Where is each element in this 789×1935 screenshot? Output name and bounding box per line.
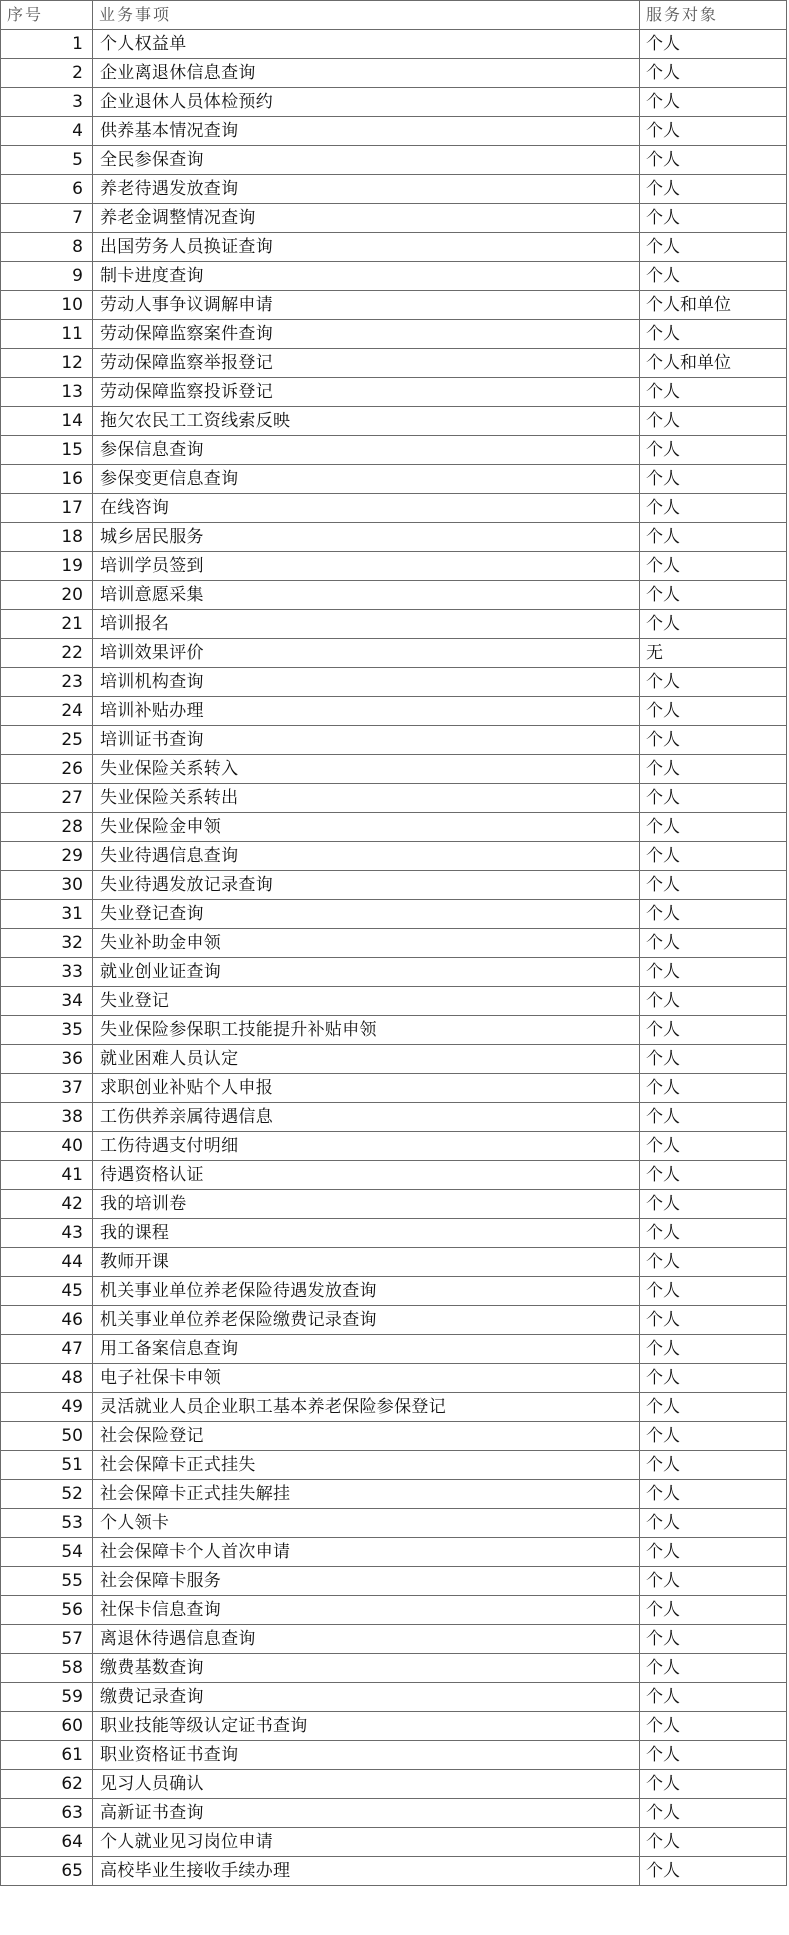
service-target-cell: 个人和单位 [640,349,787,378]
business-item-cell: 养老待遇发放查询 [93,175,640,204]
service-target-cell: 个人 [640,1393,787,1422]
serial-number-cell: 38 [1,1103,93,1132]
business-item-cell: 企业退休人员体检预约 [93,88,640,117]
table-row [1,755,787,784]
table-row [1,494,787,523]
table-header [1,1,787,30]
service-target-cell: 个人 [640,1828,787,1857]
business-item-cell: 工伤供养亲属待遇信息 [93,1103,640,1132]
service-target-cell: 个人 [640,1596,787,1625]
table-row [1,1509,787,1538]
serial-number-cell: 13 [1,378,93,407]
service-target-cell: 个人 [640,88,787,117]
serial-number-cell: 48 [1,1364,93,1393]
serial-number-cell: 40 [1,1132,93,1161]
service-target-cell: 个人 [640,1857,787,1886]
table-row [1,465,787,494]
business-item-cell: 城乡居民服务 [93,523,640,552]
serial-number-cell: 36 [1,1045,93,1074]
table-row [1,1190,787,1219]
service-target-cell: 个人 [640,1161,787,1190]
serial-number-cell: 18 [1,523,93,552]
business-item-cell: 供养基本情况查询 [93,117,640,146]
table-row [1,523,787,552]
table-row [1,958,787,987]
business-item-cell: 高新证书查询 [93,1799,640,1828]
service-target-cell: 个人 [640,987,787,1016]
service-target-cell: 个人 [640,1277,787,1306]
business-item-cell: 社会保障卡正式挂失 [93,1451,640,1480]
business-item-cell: 就业困难人员认定 [93,1045,640,1074]
table-row [1,233,787,262]
business-item-cell: 培训效果评价 [93,639,640,668]
serial-number-cell: 65 [1,1857,93,1886]
business-item-cell: 失业登记查询 [93,900,640,929]
table-row [1,146,787,175]
serial-number-cell: 49 [1,1393,93,1422]
service-target-cell: 个人 [640,175,787,204]
table-row [1,1857,787,1886]
business-item-cell: 失业待遇发放记录查询 [93,871,640,900]
table-row [1,175,787,204]
service-target-cell: 个人 [640,117,787,146]
service-target-cell: 个人 [640,1770,787,1799]
business-item-cell: 企业离退休信息查询 [93,59,640,88]
table-row [1,1074,787,1103]
business-item-cell: 出国劳务人员换证查询 [93,233,640,262]
serial-number-cell: 26 [1,755,93,784]
serial-number-cell: 7 [1,204,93,233]
business-item-cell: 社保卡信息查询 [93,1596,640,1625]
table-row [1,1712,787,1741]
business-item-cell: 灵活就业人员企业职工基本养老保险参保登记 [93,1393,640,1422]
business-item-cell: 养老金调整情况查询 [93,204,640,233]
service-target-cell: 个人 [640,1480,787,1509]
serial-number-cell: 64 [1,1828,93,1857]
header-service-target: 服务对象 [640,1,787,30]
serial-number-cell: 44 [1,1248,93,1277]
table-row [1,1799,787,1828]
service-target-cell: 个人 [640,523,787,552]
table-row [1,1393,787,1422]
service-target-cell: 个人 [640,1422,787,1451]
business-item-cell: 职业资格证书查询 [93,1741,640,1770]
serial-number-cell: 20 [1,581,93,610]
business-item-cell: 离退休待遇信息查询 [93,1625,640,1654]
service-target-cell: 个人 [640,1683,787,1712]
table-row [1,1161,787,1190]
business-item-cell: 见习人员确认 [93,1770,640,1799]
service-target-cell: 个人 [640,552,787,581]
table-row [1,1045,787,1074]
table-row [1,1219,787,1248]
business-item-cell: 个人就业见习岗位申请 [93,1828,640,1857]
business-item-cell: 培训意愿采集 [93,581,640,610]
service-target-cell: 个人 [640,30,787,59]
business-item-cell: 参保信息查询 [93,436,640,465]
serial-number-cell: 60 [1,1712,93,1741]
service-target-cell: 个人 [640,958,787,987]
table-row [1,1596,787,1625]
business-item-cell: 教师开课 [93,1248,640,1277]
service-target-cell: 个人 [640,378,787,407]
table-row [1,1451,787,1480]
business-item-cell: 机关事业单位养老保险待遇发放查询 [93,1277,640,1306]
service-target-cell: 个人 [640,1509,787,1538]
service-target-cell: 个人 [640,494,787,523]
table-row [1,59,787,88]
serial-number-cell: 30 [1,871,93,900]
serial-number-cell: 2 [1,59,93,88]
service-target-cell: 个人 [640,1712,787,1741]
serial-number-cell: 51 [1,1451,93,1480]
business-item-cell: 电子社保卡申领 [93,1364,640,1393]
business-item-cell: 职业技能等级认定证书查询 [93,1712,640,1741]
business-item-cell: 劳动人事争议调解申请 [93,291,640,320]
business-item-cell: 制卡进度查询 [93,262,640,291]
table-row [1,581,787,610]
table-row [1,1306,787,1335]
service-target-cell: 个人 [640,320,787,349]
serial-number-cell: 24 [1,697,93,726]
serial-number-cell: 46 [1,1306,93,1335]
service-target-cell: 个人 [640,784,787,813]
service-target-cell: 个人 [640,1654,787,1683]
business-item-cell: 劳动保障监察投诉登记 [93,378,640,407]
table-row [1,929,787,958]
serial-number-cell: 16 [1,465,93,494]
table-row [1,1538,787,1567]
business-item-cell: 培训机构查询 [93,668,640,697]
serial-number-cell: 17 [1,494,93,523]
business-item-cell: 失业保险关系转入 [93,755,640,784]
service-target-cell: 个人 [640,1103,787,1132]
serial-number-cell: 45 [1,1277,93,1306]
table-row [1,1335,787,1364]
table-row [1,1277,787,1306]
table-row [1,697,787,726]
business-item-cell: 机关事业单位养老保险缴费记录查询 [93,1306,640,1335]
service-target-cell: 个人 [640,1219,787,1248]
business-item-cell: 培训学员签到 [93,552,640,581]
header-row [1,1,787,30]
serial-number-cell: 59 [1,1683,93,1712]
service-target-cell: 个人 [640,1538,787,1567]
table-row [1,1248,787,1277]
service-target-cell: 个人 [640,929,787,958]
business-item-cell: 个人领卡 [93,1509,640,1538]
serial-number-cell: 29 [1,842,93,871]
serial-number-cell: 14 [1,407,93,436]
table-row [1,639,787,668]
service-target-cell: 个人 [640,1132,787,1161]
table-row [1,1422,787,1451]
serial-number-cell: 50 [1,1422,93,1451]
service-target-cell: 个人 [640,436,787,465]
serial-number-cell: 53 [1,1509,93,1538]
table-row [1,291,787,320]
table-row [1,320,787,349]
service-target-cell: 个人 [640,581,787,610]
table-row [1,1016,787,1045]
business-item-cell: 失业保险关系转出 [93,784,640,813]
business-item-cell: 工伤待遇支付明细 [93,1132,640,1161]
serial-number-cell: 3 [1,88,93,117]
service-target-cell: 个人 [640,59,787,88]
business-item-cell: 劳动保障监察案件查询 [93,320,640,349]
service-target-cell: 个人 [640,1045,787,1074]
service-target-cell: 个人 [640,726,787,755]
business-item-cell: 用工备案信息查询 [93,1335,640,1364]
serial-number-cell: 54 [1,1538,93,1567]
table-row [1,1480,787,1509]
serial-number-cell: 12 [1,349,93,378]
business-item-cell: 我的培训卷 [93,1190,640,1219]
serial-number-cell: 37 [1,1074,93,1103]
service-target-cell: 个人 [640,1016,787,1045]
service-target-cell: 个人和单位 [640,291,787,320]
table-row [1,1625,787,1654]
serial-number-cell: 41 [1,1161,93,1190]
business-item-cell: 高校毕业生接收手续办理 [93,1857,640,1886]
serial-number-cell: 23 [1,668,93,697]
business-item-cell: 我的课程 [93,1219,640,1248]
serial-number-cell: 19 [1,552,93,581]
service-target-cell: 个人 [640,900,787,929]
table-row [1,1654,787,1683]
service-target-cell: 个人 [640,1248,787,1277]
service-target-cell: 个人 [640,1451,787,1480]
serial-number-cell: 56 [1,1596,93,1625]
service-target-cell: 个人 [640,871,787,900]
serial-number-cell: 5 [1,146,93,175]
business-item-cell: 社会保险登记 [93,1422,640,1451]
service-target-cell: 个人 [640,146,787,175]
business-item-cell: 求职创业补贴个人申报 [93,1074,640,1103]
business-item-cell: 待遇资格认证 [93,1161,640,1190]
business-item-cell: 社会保障卡个人首次申请 [93,1538,640,1567]
serial-number-cell: 63 [1,1799,93,1828]
serial-number-cell: 57 [1,1625,93,1654]
table-row [1,813,787,842]
table-row [1,1567,787,1596]
table-row [1,987,787,1016]
table-row [1,204,787,233]
service-target-cell: 个人 [640,1364,787,1393]
serial-number-cell: 1 [1,30,93,59]
table-row [1,262,787,291]
service-target-cell: 个人 [640,1625,787,1654]
service-target-cell: 无 [640,639,787,668]
business-item-cell: 失业补助金申领 [93,929,640,958]
serial-number-cell: 43 [1,1219,93,1248]
service-target-cell: 个人 [640,407,787,436]
business-item-cell: 社会保障卡正式挂失解挂 [93,1480,640,1509]
table-row [1,1741,787,1770]
serial-number-cell: 25 [1,726,93,755]
table-row [1,668,787,697]
table-body [1,30,787,1886]
serial-number-cell: 47 [1,1335,93,1364]
service-target-cell: 个人 [640,1074,787,1103]
business-item-cell: 缴费记录查询 [93,1683,640,1712]
service-target-cell: 个人 [640,1799,787,1828]
business-item-cell: 就业创业证查询 [93,958,640,987]
business-item-cell: 培训证书查询 [93,726,640,755]
business-item-cell: 失业登记 [93,987,640,1016]
table-row [1,784,787,813]
service-target-cell: 个人 [640,1306,787,1335]
service-target-cell: 个人 [640,262,787,291]
serial-number-cell: 32 [1,929,93,958]
serial-number-cell: 31 [1,900,93,929]
business-item-cell: 全民参保查询 [93,146,640,175]
table-row [1,1770,787,1799]
business-item-cell: 缴费基数查询 [93,1654,640,1683]
serial-number-cell: 6 [1,175,93,204]
business-item-cell: 失业待遇信息查询 [93,842,640,871]
service-target-cell: 个人 [640,1741,787,1770]
business-item-cell: 个人权益单 [93,30,640,59]
serial-number-cell: 61 [1,1741,93,1770]
serial-number-cell: 52 [1,1480,93,1509]
business-item-cell: 参保变更信息查询 [93,465,640,494]
serial-number-cell: 55 [1,1567,93,1596]
service-target-cell: 个人 [640,610,787,639]
service-target-cell: 个人 [640,813,787,842]
table-row [1,842,787,871]
service-target-cell: 个人 [640,1335,787,1364]
service-target-cell: 个人 [640,842,787,871]
serial-number-cell: 9 [1,262,93,291]
service-target-cell: 个人 [640,204,787,233]
business-item-cell: 社会保障卡服务 [93,1567,640,1596]
serial-number-cell: 27 [1,784,93,813]
table-row [1,1103,787,1132]
table-row [1,900,787,929]
table-row [1,88,787,117]
table-row [1,610,787,639]
service-target-cell: 个人 [640,233,787,262]
business-item-cell: 在线咨询 [93,494,640,523]
table-row [1,1828,787,1857]
table-row [1,1364,787,1393]
serial-number-cell: 15 [1,436,93,465]
service-target-cell: 个人 [640,755,787,784]
serial-number-cell: 58 [1,1654,93,1683]
service-target-cell: 个人 [640,697,787,726]
business-item-cell: 劳动保障监察举报登记 [93,349,640,378]
table-row [1,871,787,900]
serial-number-cell: 11 [1,320,93,349]
serial-number-cell: 4 [1,117,93,146]
serial-number-cell: 42 [1,1190,93,1219]
service-target-cell: 个人 [640,1190,787,1219]
service-target-cell: 个人 [640,1567,787,1596]
serial-number-cell: 34 [1,987,93,1016]
table-row [1,1683,787,1712]
serial-number-cell: 62 [1,1770,93,1799]
table-row [1,378,787,407]
business-item-cell: 培训报名 [93,610,640,639]
table-row [1,1132,787,1161]
table-row [1,349,787,378]
serial-number-cell: 21 [1,610,93,639]
serial-number-cell: 10 [1,291,93,320]
header-business-item: 业务事项 [93,1,640,30]
table-row [1,30,787,59]
table-row [1,407,787,436]
header-serial-number: 序号 [1,1,93,30]
table-row [1,117,787,146]
service-target-cell: 个人 [640,668,787,697]
table-row [1,726,787,755]
serial-number-cell: 8 [1,233,93,262]
table-row [1,552,787,581]
serial-number-cell: 33 [1,958,93,987]
business-item-cell: 培训补贴办理 [93,697,640,726]
serial-number-cell: 22 [1,639,93,668]
serial-number-cell: 35 [1,1016,93,1045]
business-item-cell: 失业保险金申领 [93,813,640,842]
table-row [1,436,787,465]
service-target-cell: 个人 [640,465,787,494]
serial-number-cell: 28 [1,813,93,842]
business-item-cell: 失业保险参保职工技能提升补贴申领 [93,1016,640,1045]
business-item-cell: 拖欠农民工工资线索反映 [93,407,640,436]
